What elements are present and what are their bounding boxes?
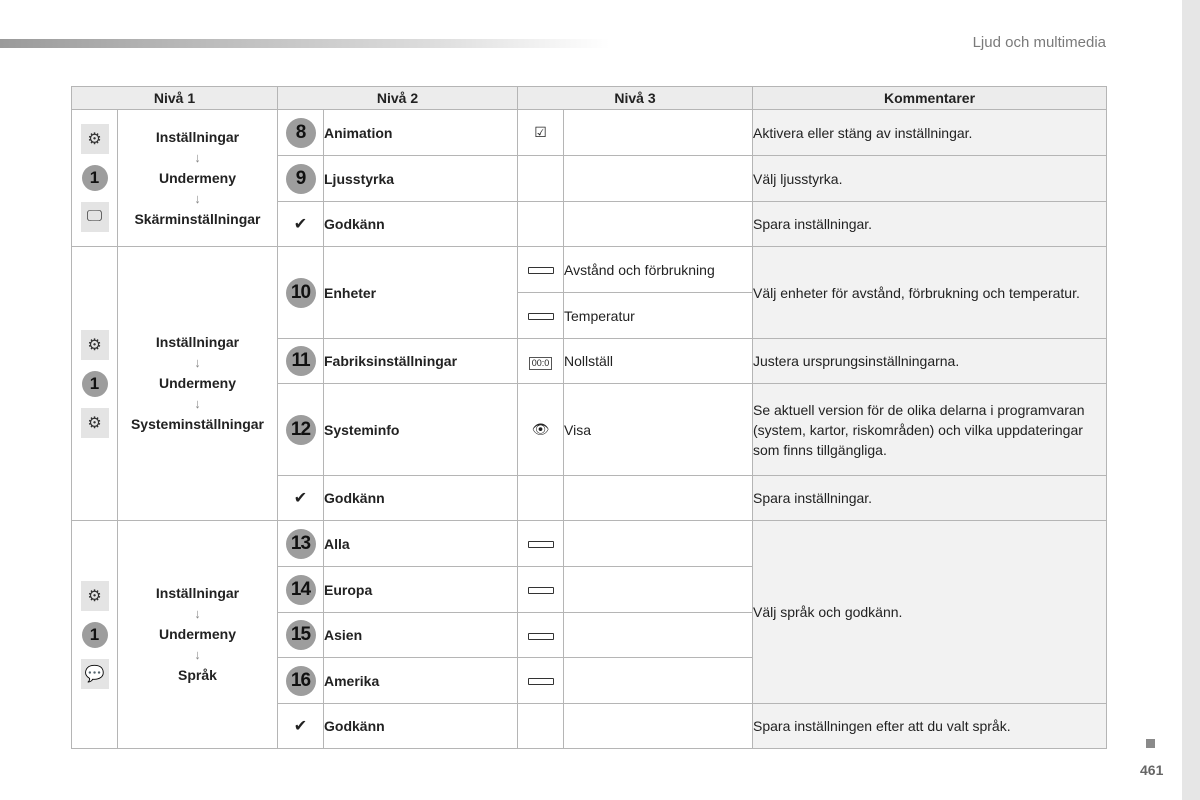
step-number: 12 [286, 415, 316, 445]
level3-empty [564, 110, 753, 156]
level3-option: Visa [564, 384, 753, 476]
page-edge-strip [1182, 0, 1200, 800]
comment: Välj enheter för avstånd, förbrukning och temperatur. [753, 247, 1107, 339]
screen-settings-icon: 🖵 [81, 202, 109, 232]
step-number: 14 [286, 575, 316, 605]
reset-icon: 00:0 [529, 357, 553, 370]
path-submenu: Undermeny [158, 626, 237, 642]
settings-table [71, 86, 1107, 749]
path-endpoint: Skärminställningar [134, 210, 261, 227]
step-number: 9 [286, 164, 316, 194]
table-row [72, 521, 1107, 567]
step-badge: 1 [82, 371, 108, 397]
step-number: 13 [286, 529, 316, 559]
arrow-down-icon: ↓ [194, 606, 201, 621]
item-name: Enheter [324, 247, 518, 339]
level3-option: Nollställ [564, 339, 753, 384]
comment: Se aktuell version för de olika delarna i programvaran (system, kartor, riskområden) och vilka uppdateringar som finns tillgängliga. [753, 384, 1107, 476]
item-name: Systeminfo [324, 384, 518, 476]
col-header-level3: Nivå 3 [518, 87, 753, 110]
step-number: 10 [286, 278, 316, 308]
col-header-level2: Nivå 2 [278, 87, 518, 110]
path-submenu: Undermeny [158, 169, 237, 186]
group2-path [118, 247, 278, 521]
step-number: 11 [286, 346, 316, 376]
step-number: 8 [286, 118, 316, 148]
table-row [72, 247, 1107, 293]
gear-icon: ⚙ [81, 330, 109, 360]
step-number: 15 [286, 620, 316, 650]
group3-path [118, 521, 278, 749]
item-name: Godkänn [324, 704, 518, 749]
header-gradient-bar [0, 39, 610, 48]
arrow-down-icon: ↓ [194, 647, 201, 662]
path-settings: Inställningar [155, 585, 240, 601]
step-number: 16 [286, 666, 316, 696]
option-bar-icon [528, 587, 554, 594]
level3-option: Avstånd och förbrukning [564, 247, 753, 293]
page-number: 461 [1140, 762, 1164, 778]
step-badge: 1 [82, 622, 108, 648]
checkmark-icon: ✔ [293, 718, 308, 735]
arrow-down-icon: ↓ [194, 396, 201, 411]
arrow-down-icon: ↓ [194, 149, 201, 165]
option-bar-icon [528, 541, 554, 548]
checkmark-icon: ✔ [293, 490, 308, 507]
item-name: Godkänn [324, 202, 518, 247]
level3-option: Temperatur [564, 293, 753, 339]
system-settings-icon: ⚙ [81, 408, 109, 438]
option-bar-icon [528, 633, 554, 640]
path-submenu: Undermeny [158, 375, 237, 391]
arrow-down-icon: ↓ [194, 190, 201, 206]
section-title: Ljud och multimedia [972, 34, 1106, 51]
comment: Välj språk och godkänn. [753, 521, 1107, 704]
item-name: Ljusstyrka [324, 156, 518, 202]
comment: Aktivera eller stäng av inställningar. [753, 110, 1107, 156]
arrow-down-icon: ↓ [194, 355, 201, 370]
option-bar-icon [528, 267, 554, 274]
language-icon: 💬 [81, 659, 109, 689]
group1-icons [72, 110, 118, 247]
path-settings: Inställningar [155, 128, 240, 145]
path-endpoint: Språk [178, 667, 217, 683]
group2-icons [72, 247, 118, 521]
comment: Spara inställningen efter att du valt språk. [753, 704, 1107, 749]
comment: Spara inställningar. [753, 476, 1107, 521]
comment: Välj ljusstyrka. [753, 156, 1107, 202]
comment: Justera ursprungsinställningarna. [753, 339, 1107, 384]
item-name: Godkänn [324, 476, 518, 521]
option-bar-icon [528, 678, 554, 685]
gear-icon: ⚙ [81, 581, 109, 611]
col-header-comments: Kommentarer [753, 87, 1107, 110]
item-name: Animation [324, 110, 518, 156]
option-bar-icon [528, 313, 554, 320]
item-name: Alla [324, 521, 518, 567]
table-row [72, 110, 1107, 156]
path-settings: Inställningar [155, 334, 240, 350]
end-marker [1146, 739, 1155, 748]
comment: Spara inställningar. [753, 202, 1107, 247]
path-endpoint: Systeminställningar [130, 416, 265, 432]
step-badge: 1 [82, 165, 108, 191]
table-header-row [72, 87, 1107, 110]
gear-icon: ⚙ [81, 124, 109, 154]
item-name: Amerika [324, 658, 518, 704]
item-name: Fabriksinställningar [324, 339, 518, 384]
group1-path [118, 110, 278, 247]
item-name: Europa [324, 567, 518, 613]
item-name: Asien [324, 613, 518, 658]
group3-icons [72, 521, 118, 749]
col-header-level1: Nivå 1 [72, 87, 278, 110]
checkbox-icon: ☑ [518, 110, 564, 156]
eye-icon: 👁 [518, 384, 564, 476]
checkmark-icon: ✔ [293, 216, 308, 233]
